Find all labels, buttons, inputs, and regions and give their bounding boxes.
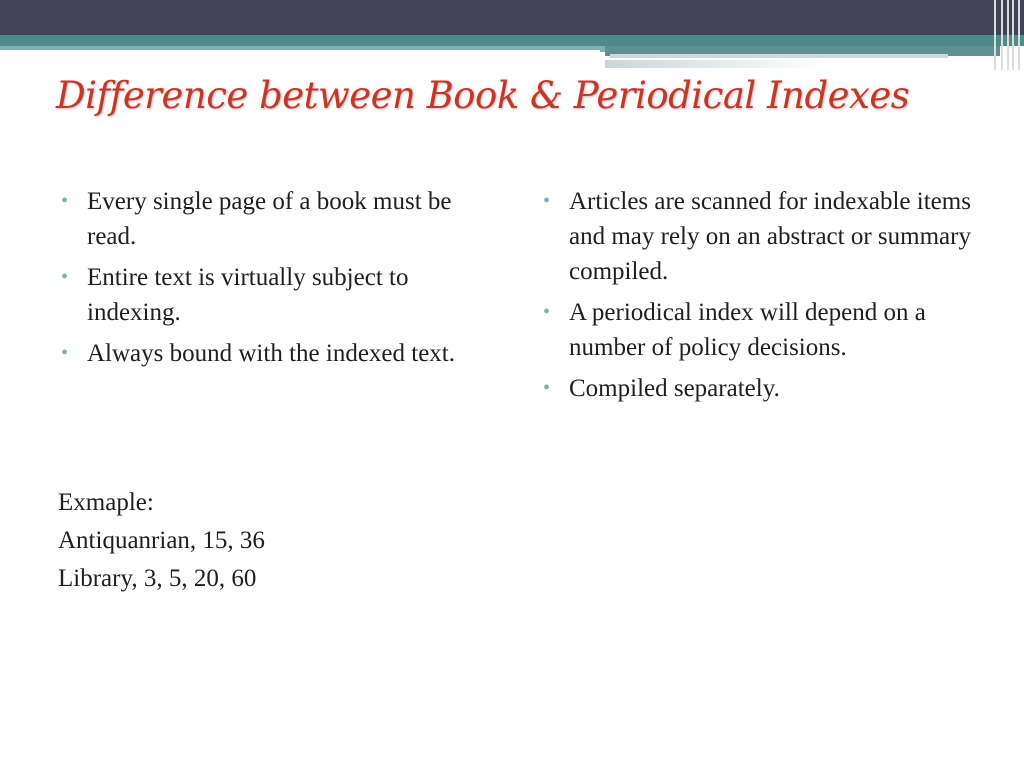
left-column bbox=[58, 184, 498, 377]
list-item-text: Compiled separately. bbox=[569, 375, 780, 402]
list-item bbox=[58, 336, 498, 371]
header-right-fade bbox=[605, 60, 825, 68]
left-bullet-list bbox=[58, 184, 498, 371]
list-item-text: Articles are scanned for indexable items and may rely on an abstract or summary compiled. bbox=[569, 188, 971, 285]
example-block bbox=[58, 484, 498, 598]
list-item bbox=[58, 260, 498, 330]
header-band-dark bbox=[0, 0, 1024, 35]
list-item bbox=[540, 184, 1000, 289]
header-divider-line bbox=[0, 50, 600, 52]
list-item-text: A periodical index will depend on a number of policy decisions. bbox=[569, 299, 926, 361]
right-column bbox=[540, 184, 1000, 412]
slide-title: Difference between Book & Periodical Indexes bbox=[56, 74, 910, 117]
bullet-icon: • bbox=[543, 190, 551, 212]
list-item-text: Every single page of a book must be read. bbox=[87, 188, 452, 250]
bullet-icon: • bbox=[61, 342, 69, 364]
header-right-strip-light bbox=[610, 54, 948, 58]
bullet-icon: • bbox=[61, 190, 69, 212]
list-item bbox=[58, 184, 498, 254]
list-item-text: Entire text is virtually subject to indexing. bbox=[87, 264, 409, 326]
list-item bbox=[540, 295, 1000, 365]
example-line: Library, 3, 5, 20, 60 bbox=[58, 565, 257, 592]
list-item bbox=[540, 371, 1000, 406]
header-vertical-stripes bbox=[992, 0, 1024, 70]
example-label: Exmaple: bbox=[58, 489, 154, 516]
bullet-icon: • bbox=[543, 301, 551, 323]
example-line: Antiquanrian, 15, 36 bbox=[58, 527, 265, 554]
bullet-icon: • bbox=[61, 266, 69, 288]
bullet-icon: • bbox=[543, 377, 551, 399]
list-item-text: Always bound with the indexed text. bbox=[87, 340, 455, 367]
right-bullet-list bbox=[540, 184, 1000, 406]
header-band-teal bbox=[0, 35, 1024, 46]
